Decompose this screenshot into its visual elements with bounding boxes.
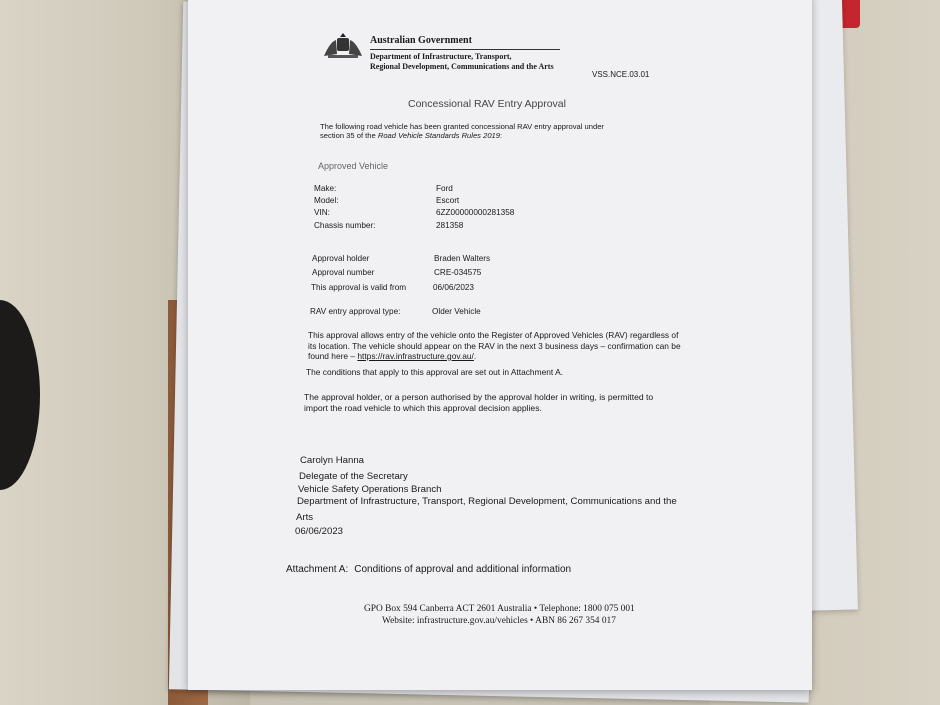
approval-paragraph: [308, 330, 688, 362]
rav-link[interactable]: https://rav.infrastructure.gov.au/: [357, 351, 474, 361]
attachment-label: Attachment A:: [286, 564, 349, 575]
field-label: VIN:: [314, 208, 330, 217]
footer-address: GPO Box 594 Canberra ACT 2601 Australia • Telephone: 1800 075 001: [364, 604, 635, 614]
signatory-branch: Vehicle Safety Operations Branch: [298, 484, 442, 495]
field-value: 281358: [436, 221, 464, 230]
field-label: Approval number: [312, 268, 375, 277]
intro-line-1: The following road vehicle has been granted concessional RAV entry approval under: [320, 122, 604, 131]
field-label: This approval is valid from: [311, 283, 407, 292]
paragraph-text: This approval allows entry of the vehicle onto the Register of Approved Vehicles (RAV) regardless of its location. The vehicle should appear on the RAV in the next 3 business days – confirmation can be found here –: [308, 330, 681, 361]
field-value: Escort: [436, 196, 460, 205]
field-value: Older Vehicle: [432, 307, 481, 316]
permission-paragraph: The approval holder, or a person authorised by the approval holder in writing, is permitted to import the road vehicle to which this approval decision applies.: [304, 392, 654, 413]
intro-prefix: section 35 of the: [320, 131, 378, 140]
document-title: Concessional RAV Entry Approval: [408, 98, 566, 110]
department-name-line-1: Department of Infrastructure, Transport,: [370, 52, 512, 61]
field-label: Make:: [314, 184, 337, 193]
signatory-name: Carolyn Hanna: [300, 455, 364, 466]
field-value: Braden Walters: [434, 254, 491, 263]
attachment-line: [286, 564, 571, 575]
field-label: Chassis number:: [314, 221, 376, 230]
department-name-line-2: Regional Development, Communications and the Arts: [370, 62, 554, 71]
header-rule: [370, 49, 560, 50]
field-value: 6ZZ00000000281358: [436, 208, 515, 217]
field-label: RAV entry approval type:: [310, 307, 401, 316]
document-page: [188, 0, 812, 690]
document-code: VSS.NCE.03.01: [592, 70, 650, 79]
rules-title: Road Vehicle Standards Rules 2019: [377, 131, 500, 140]
paragraph-end: .: [473, 351, 477, 361]
approved-vehicle-heading: Approved Vehicle: [318, 161, 389, 171]
signature-date: 06/06/2023: [295, 526, 344, 537]
field-label: Approval holder: [312, 254, 370, 263]
coat-of-arms-icon: [322, 30, 364, 60]
field-value: CRE-034575: [434, 268, 482, 277]
field-value: Ford: [436, 184, 453, 193]
conditions-paragraph: The conditions that apply to this approval are set out in Attachment A.: [306, 367, 563, 377]
intro-suffix: :: [500, 131, 503, 140]
field-value: 06/06/2023: [433, 283, 474, 292]
footer-website: Website: infrastructure.gov.au/vehicles • ABN 86 267 354 017: [382, 616, 616, 626]
government-name: Australian Government: [370, 35, 472, 46]
attachment-text: Conditions of approval and additional information: [354, 564, 572, 575]
signatory-role: Delegate of the Secretary: [299, 471, 408, 482]
signatory-department: Department of Infrastructure, Transport, Regional Development, Communications and the: [297, 496, 677, 507]
signatory-department-cont: Arts: [296, 512, 314, 523]
intro-line-2: [320, 131, 502, 140]
field-label: Model:: [314, 196, 339, 205]
